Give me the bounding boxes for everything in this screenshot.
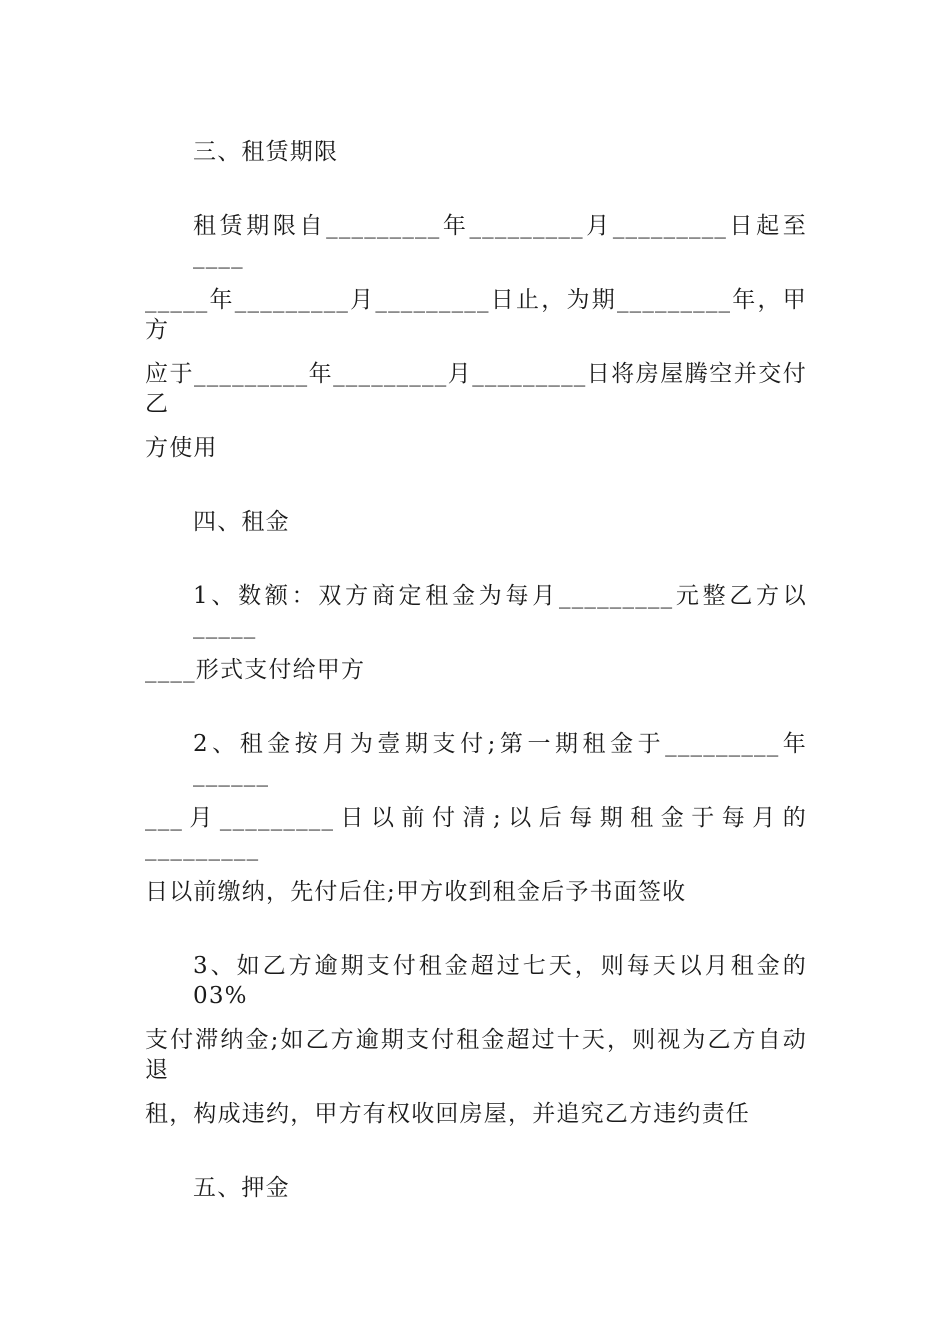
paragraph-line: 租，构成违约，甲方有权收回房屋，并追究乙方违约责任 bbox=[145, 1101, 750, 1127]
section-heading-deposit: 五、押金 bbox=[193, 1175, 290, 1201]
paragraph-line: 1、数额：双方商定租金为每月_________元整乙方以_____ bbox=[193, 583, 807, 639]
paragraph-line: _____年_________月_________日止，为期_________年，甲方 bbox=[145, 287, 807, 343]
paragraph-line: ___月_________日以前付清;以后每期租金于每月的_________ bbox=[145, 805, 807, 861]
section-heading-lease-term: 三、租赁期限 bbox=[193, 139, 339, 165]
section-heading-rent: 四、租金 bbox=[193, 509, 290, 535]
paragraph-line: ____形式支付给甲方 bbox=[145, 657, 366, 683]
paragraph-line: 方使用 bbox=[145, 435, 218, 461]
paragraph-line: 3、如乙方逾期支付租金超过七天，则每天以月租金的03% bbox=[193, 953, 807, 1009]
paragraph-line: 应于_________年_________月_________日将房屋腾空并交付乙 bbox=[145, 361, 807, 417]
paragraph-line: 日以前缴纳，先付后住;甲方收到租金后予书面签收 bbox=[145, 879, 687, 905]
paragraph-line: 租赁期限自_________年_________月_________日起至____ bbox=[193, 213, 807, 269]
paragraph-line: 支付滞纳金;如乙方逾期支付租金超过十天，则视为乙方自动退 bbox=[145, 1027, 807, 1083]
paragraph-line: 2、租金按月为壹期支付;第一期租金于_________年______ bbox=[193, 731, 807, 787]
